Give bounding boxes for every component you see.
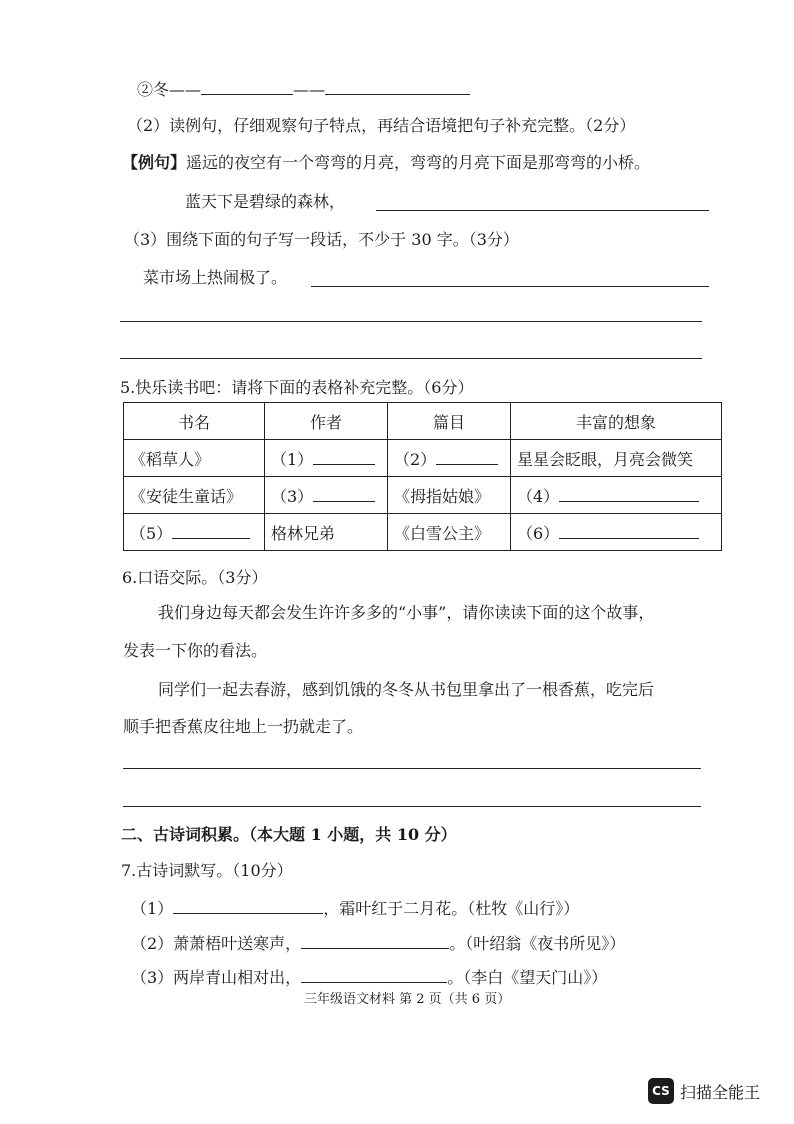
scanner-watermark [648,1078,760,1104]
table-cell [124,514,265,551]
table-cell: 《安徒生童话》 [124,477,265,514]
example-sentence [122,153,650,173]
example-tag: 【例句】 [122,153,187,172]
table-cell [265,477,388,514]
table-cell: 《白雪公主》 [388,514,511,551]
watermark-text: 扫描全能王 [680,1082,761,1102]
blank-5[interactable] [172,524,250,539]
sub3-answer-line-3[interactable] [120,358,702,359]
sub3-answer-line-2[interactable] [120,321,702,322]
header-imagination: 丰富的想象 [511,403,722,440]
table-row [124,440,722,477]
q6-story-line-1: 同学们一起去春游，感到饥饿的冬冬从书包里拿出了一根香蕉，吃完后 [158,680,655,699]
sub2-start: 蓝天下是碧绿的森林， [185,192,346,211]
sub2-answer-line[interactable] [376,210,709,211]
blank-label: （5） [130,523,173,543]
blank-6[interactable] [559,524,699,539]
winter-label: ②冬—— [137,80,202,99]
poem-1-text: ，霜叶红于二月花。（杜牧《山行》） [323,899,580,918]
section-2-heading: 二、古诗词积累。（本大题 1 小题，共 10 分） [121,825,457,844]
q6-story-line-2: 顺手把香蕉皮往地上一扔就走了。 [123,717,364,736]
example-text: 遥远的夜空有一个弯弯的月亮，弯弯的月亮下面是那弯弯的小桥。 [186,153,651,172]
table-row [124,477,722,514]
table-cell: 格林兄弟 [265,514,388,551]
blank-label: （2） [394,449,437,469]
blank-label: （4） [517,486,560,506]
poem-2-end: 。（叶绍翁《夜书所见》） [449,934,626,953]
poem-3-start: （3）两岸青山相对出， [131,968,302,987]
table-cell: 《稻草人》 [124,440,265,477]
blank-label: （3） [271,486,314,506]
poem-3-end: 。（李白《望天门山》） [447,968,608,987]
table-header-row [124,403,722,440]
winter-separator: —— [293,80,326,99]
winter-blank-1[interactable] [201,78,293,95]
poem-1-number: （1） [131,899,174,918]
table-cell [265,440,388,477]
poem-line-1 [131,897,579,919]
table-row [124,514,722,551]
blank-1[interactable] [313,450,375,465]
header-book-name: 书名 [124,403,265,440]
blank-4[interactable] [559,487,699,502]
table-cell: 《拇指姑娘》 [388,477,511,514]
q6-title: 6.口语交际。（3分） [122,568,268,587]
table-cell [511,514,722,551]
sub3-answer-line-1[interactable] [311,286,709,287]
header-chapter: 篇目 [388,403,511,440]
blank-label: （1） [271,449,314,469]
sub3-start: 菜市场上热闹极了。 [143,268,288,287]
q6-para-line-1: 我们身边每天都会发生许许多多的“小事”，请你读读下面的这个故事， [158,603,655,622]
poem-blank-3[interactable] [301,966,447,983]
blank-2[interactable] [436,450,498,465]
q6-answer-line-1[interactable] [123,768,701,769]
poem-blank-2[interactable] [301,932,449,949]
poem-line-3 [131,966,607,988]
q6-answer-line-2[interactable] [123,806,701,807]
page-footer: 三年级语文材料 第 2 页（共 6 页） [304,992,511,1007]
sub3-prompt: （3）围绕下面的句子写一段话，不少于 30 字。（3分） [124,230,519,249]
poem-line-2 [131,932,625,954]
poem-blank-1[interactable] [173,897,323,914]
table-cell [511,477,722,514]
q6-para-line-2: 发表一下你的看法。 [123,641,268,660]
q5-title: 5.快乐读书吧：请将下面的表格补充完整。（6分） [120,378,474,397]
table-cell: 星星会眨眼，月亮会微笑 [511,440,722,477]
blank-label: （6） [517,523,560,543]
camscanner-logo: CS [648,1078,674,1104]
winter-line [137,78,470,100]
table-cell [388,440,511,477]
header-author: 作者 [265,403,388,440]
winter-blank-2[interactable] [325,78,470,95]
reading-table [123,402,722,551]
sub2-prompt: （2）读例句，仔细观察句子特点，再结合语境把句子补充完整。（2分） [127,116,636,135]
poem-2-start: （2）萧萧梧叶送寒声， [131,934,302,953]
q7-title: 7.古诗词默写。（10分） [121,861,293,880]
blank-3[interactable] [313,487,375,502]
